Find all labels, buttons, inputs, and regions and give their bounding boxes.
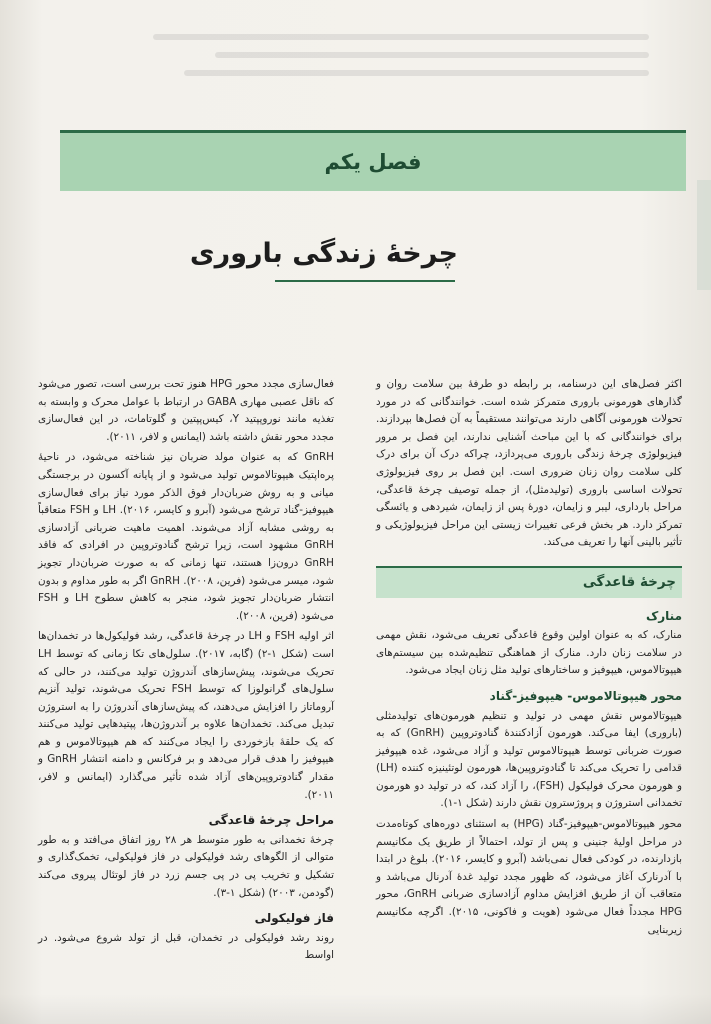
chapter-banner [60, 130, 686, 191]
phases-paragraph: چرخهٔ تخمدانی به طور متوسط هر ۲۸ روز اتفاق می‌افتد و به طور متوالی از الگوهای رشد فولیکولی در فاز فولیکولی، تخمک‌گذاری و تشکیل و تخریب پی در پی جسم زرد در فاز لوتئال پیروی می‌کند (گودمن، ۲۰۰۳) (شکل ۱-۳). [38, 833, 334, 899]
subheading-hpg-axis: محور هیپوتالاموس- هیپوفیز-گناد [489, 688, 682, 703]
subheading-menarche: منارک [645, 608, 682, 623]
subheading-cycle-phases: مراحل چرخهٔ قاعدگی [208, 813, 334, 828]
follicular-paragraph: روند رشد فولیکولی در تخمدان، قبل از تولد شروع می‌شود. در اواسط [38, 931, 334, 962]
title-underline [275, 280, 455, 282]
intro-paragraph: اکثر فصل‌های این درسنامه، بر رابطه دو طرفهٔ بین سلامت روان و گذارهای هورمونی باروری متمرکز شده است. خوانندگانی که در مورد تحولات هورمونی آگاهی دارند می‌توانند مستقیماً به آن فصل‌ها بپردازند. برای خوانندگانی که با این مباحث آشنایی ندارند، این فصل بر مرور فیزیولوژی چرخهٔ زندگی باروری می‌پردازد، چراکه درک آن برای درک کلی سلامت روان زنان ضروری است. این فصل بر روی فیزیولوژی تحولات اساسی باروری (تولیدمثل)، از جمله توصیف چرخهٔ قاعدگی، مراحل بارداری، لیبر و زایمان، دورهٔ پس از زایمان، شیردهی و یائسگی تمرکز دارد. هر بخش فرعی تغییرات زیستی این مراحل فیزیولوژیکی و تأثیر بالینی آنها را تعریف می‌کند. [376, 378, 682, 549]
page-shadow [0, 994, 711, 1024]
right-column [376, 376, 682, 942]
hpg-paragraph-2: محور هیپوتالاموس-هیپوفیز-گناد (HPG) به استثنای دوره‌های کوتاه‌مدت در مراحل اولیهٔ جنینی و پس از تولد، احتمالاً از طریق یک مکانیسم بازدارنده، در کودکی فعال نمی‌باشد (آبرو و کایسر، ۲۰۱۶). بلوغ در ابتدا با آدرنارک آغاز می‌شود، که ظهور مجدد تولید غدهٔ آدرنال می‌باشد و متعاقب آن از طریق افزایش مداوم آزادسازی ضربانی GnRH، محور HPG مجدداً فعال می‌شود (هویت و فاکونی، ۲۰۱۵). اگرچه مکانیسم زیربنایی [376, 818, 682, 936]
page-edge-tab [697, 180, 711, 290]
menarche-paragraph: منارک، که به عنوان اولین وقوع قاعدگی تعریف می‌شود، نقش مهمی در سلامت زنان دارد. منارک از هماهنگی تنظیم‌شده بین سیستم‌های هیپوتالاموس، هیپوفیز و ساختارهای تولید مثل زنان ایجاد می‌شود. [376, 629, 682, 677]
chapter-label: فصل یکم [324, 150, 422, 174]
left-paragraph-1: فعال‌سازی مجدد محور HPG هنوز تحت بررسی است، تصور می‌شود که ناقل عصبی مهاری GABA در ارتباط با عوامل محرک و وابسته به تغذیه مانند نوروپپتید Y، کیس‌پپتین و گلوتامات، در این فعال‌سازی مجدد محور نقش داشته باشد (ایمانس و لافر، ۲۰۱۱). [38, 378, 334, 443]
left-paragraph-3: اثر اولیه FSH و LH در چرخهٔ قاعدگی، رشد فولیکول‌ها در تخمدان‌ها است (شکل ۱-۲) (گابه، ۲۰۱۷). سلول‌های تکا زمانی که توسط LH تحریک می‌شوند، پیش‌سازهای آندروژن تولید می‌کنند، در حالی که سلول‌های گرانولوزا که توسط FSH تحریک می‌شوند، تولید آنزیم آروماتاز را افزایش می‌دهند، که پیش‌سازهای آندروژن را به استروژن تبدیل می‌کند. تخمدان‌ها علاوه بر آندروژن‌ها، پپتیدهایی تولید می‌کنند که یک حلقهٔ بازخوردی را ایجاد می‌کنند که هم هیپوتالاموس و هم هیپوفیز را هدف قرار می‌دهد و بر فرکانس و دامنه انتشار GnRH و مقدار گنادوتروپین‌های آزاد شده تأثیر می‌گذارد (ایمانس و لافر، ۲۰۱۱). [38, 630, 334, 801]
section-heading-menstrual-cycle: چرخهٔ قاعدگی [376, 566, 682, 598]
left-column [38, 376, 334, 968]
bleed-through-text [60, 22, 680, 132]
hpg-paragraph-1: هیپوتالاموس نقش مهمی در تولید و تنظیم هورمون‌های تولیدمثلی (باروری) ایفا می‌کند. هورمون آزادکنندهٔ گنادوتروپین (GnRH) که به صورت ضربانی توسط هیپوتالاموس تولید و آزاد می‌شود، غده هیپوفیز قدامی را تحریک می‌کند تا گنادوتروپین‌ها، هورمون لوتئینیزه کننده (LH) و هورمون محرک فولیکول (FSH)، را آزاد کند، که در تولید دو هورمون تخمدانی استروژن و پروژسترون نقش دارند (شکل ۱-۱). [376, 709, 683, 810]
chapter-title: چرخهٔ زندگی باروری [189, 238, 458, 269]
left-paragraph-2: GnRH که به عنوان مولد ضربان نیز شناخته می‌شود، در ناحیهٔ پره‌اپتیک هیپوتالاموس تولید می‌شود و از پایانه آکسون در برجستگی میانی و به روش ضربان‌دار فوق الذکر مورد نیاز برای فعال‌سازی هیپوفیز-گناد ترشح می‌شود (آبرو و کایسر، ۲۰۱۶). LH و FSH متعاقباً به روشی مشابه آزاد می‌شوند. اهمیت ماهیت ضربانی آزادسازی GnRH مشهود است، زیرا ترشح گنادوتروپین در افرادی که فاقد GnRH درون‌زا هستند، تنها زمانی که به صورت ضربان‌دار تجویز شود، میسر می‌شود (فرین، ۲۰۰۸). GnRH اگر به طور مداوم و بدون انتشار ضربان‌دار تجویز شود، منجر به کاهش سطوح LH و FSH می‌شود (فرین، ۲۰۰۸). [38, 451, 335, 622]
subheading-follicular-phase: فاز فولیکولی [254, 911, 334, 926]
